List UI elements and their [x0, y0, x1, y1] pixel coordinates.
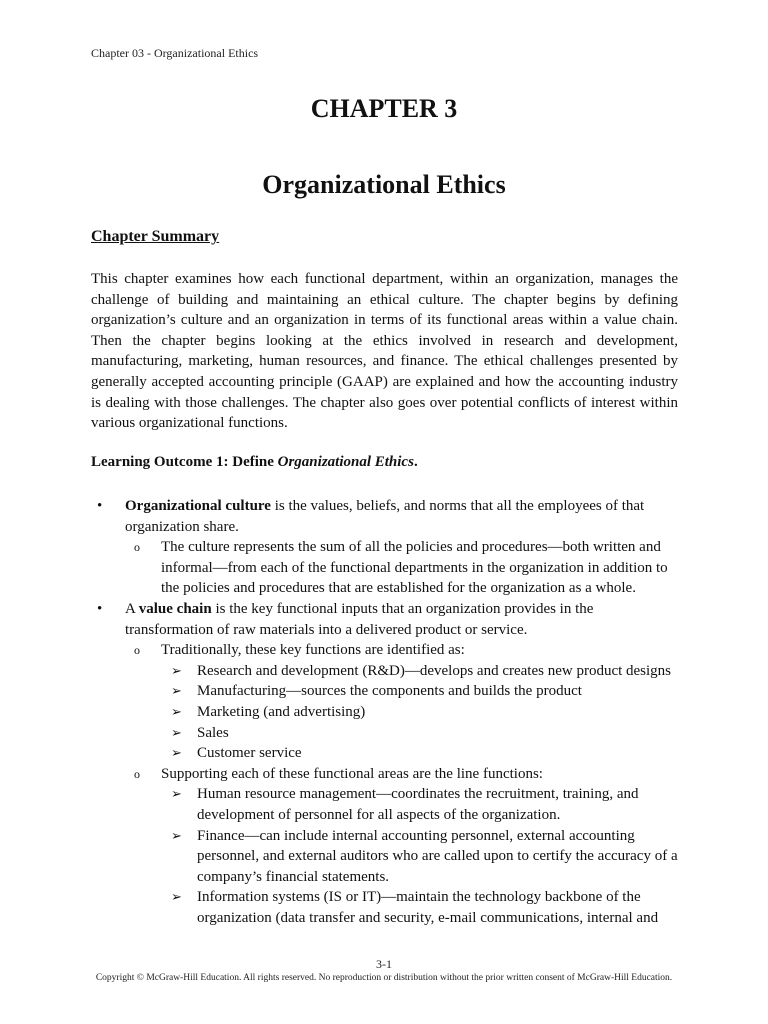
term-value-chain: value chain — [138, 600, 212, 617]
arrow-marker: ➢ — [171, 724, 182, 740]
chapter-number: CHAPTER 3 — [310, 94, 458, 123]
circle-marker: o — [134, 643, 140, 658]
list-item-text: Sales — [197, 724, 229, 741]
chapter-title: Organizational Ethics — [262, 170, 506, 199]
bullet-marker: • — [97, 498, 103, 514]
sub-bullet-text: The culture represents the sum of all the policies and procedures—both written and informal—from each of the functional departments in the organization in addition to the policies and procedures that are established for the organization as a whole. — [161, 539, 668, 597]
sub-bullet-supporting-functions — [91, 764, 681, 785]
outline — [91, 496, 681, 928]
circle-marker: o — [134, 766, 140, 781]
arrow-marker: ➢ — [171, 786, 182, 802]
arrow-marker: ➢ — [171, 703, 182, 719]
arrow-marker: ➢ — [171, 827, 182, 843]
arrow-marker: ➢ — [171, 889, 182, 905]
page-footer — [0, 957, 768, 984]
learning-outcome-term: Organizational Ethics — [277, 454, 414, 470]
sub-bullet-text: Traditionally, these key functions are identified as: — [161, 642, 465, 659]
list-item-text: Information systems (IS or IT)—maintain the technology backbone of the organization (data transfer and security, e-mail communications, internal and — [197, 889, 659, 926]
list-item-text: Human resource management—coordinates the recruitment, training, and development of personnel for all aspects of the organization. — [197, 786, 639, 823]
chapter-summary-heading: Chapter Summary — [91, 228, 220, 245]
arrow-marker: ➢ — [171, 683, 182, 699]
bullet-value-chain — [91, 599, 681, 640]
list-item — [91, 826, 681, 888]
list-item — [91, 887, 681, 928]
learning-outcome-suffix: . — [413, 454, 418, 470]
list-item-text: Marketing (and advertising) — [197, 703, 366, 720]
term-organizational-culture: Organizational culture — [125, 498, 271, 514]
bullet-marker: • — [97, 600, 103, 617]
circle-marker: o — [134, 540, 140, 555]
definition-organizational-culture: is the values, beliefs, and norms that all the employees of that organization share. — [125, 498, 645, 535]
page-number: 3-1 — [376, 957, 392, 971]
running-head: Chapter 03 - Organizational Ethics — [91, 46, 259, 60]
list-item — [91, 702, 681, 723]
list-item — [91, 784, 681, 825]
learning-outcome-prefix: Learning Outcome 1: Define — [91, 454, 278, 470]
copyright-notice: Copyright © McGraw-Hill Education. All rights reserved. No reproduction or distribution without the prior written consent of McGraw-Hill Education. — [95, 973, 673, 983]
chapter-summary-text: This chapter examines how each functional department, within an organization, manages the challenge of building and maintaining an ethical culture. The chapter begins by defining organization’s culture and an organization in terms of its functional areas within a value chain. Then the chapter begins looking at the ethics involved in research and development, manufacturing, marketing, human resources, and finance. The ethical challenges presented by generally accepted accounting principle (GAAP) are explained and how the accounting industry is dealing with those challenges. The chapter also goes over potential conflicts of interest within various organizational functions. — [91, 271, 678, 432]
sub-bullet-text: Supporting each of these functional areas are the line functions: — [161, 765, 543, 782]
list-item-text: Finance—can include internal accounting personnel, external accounting personnel, and external auditors who are called upon to certify the accuracy of a company’s financial statements. — [197, 827, 678, 885]
list-item — [91, 681, 681, 702]
definition-value-chain: is the key functional inputs that an organization provides in the transformation of raw materials into a delivered product or service. — [125, 600, 594, 638]
sub-bullet-traditional-functions — [91, 640, 681, 661]
list-item — [91, 723, 681, 744]
arrow-marker: ➢ — [171, 745, 182, 761]
list-item-text: Customer service — [197, 745, 302, 762]
learning-outcome-heading — [91, 454, 418, 471]
list-item-text: Manufacturing—sources the components and builds the product — [197, 683, 582, 700]
bullet-organizational-culture — [91, 496, 681, 537]
list-item-text: Research and development (R&D)—develops and creates new product designs — [197, 662, 672, 679]
arrow-marker: ➢ — [171, 662, 182, 678]
list-item — [91, 661, 681, 682]
value-chain-prefix: A — [125, 600, 139, 617]
sub-bullet-culture-sum — [91, 537, 681, 599]
list-item — [91, 743, 681, 764]
